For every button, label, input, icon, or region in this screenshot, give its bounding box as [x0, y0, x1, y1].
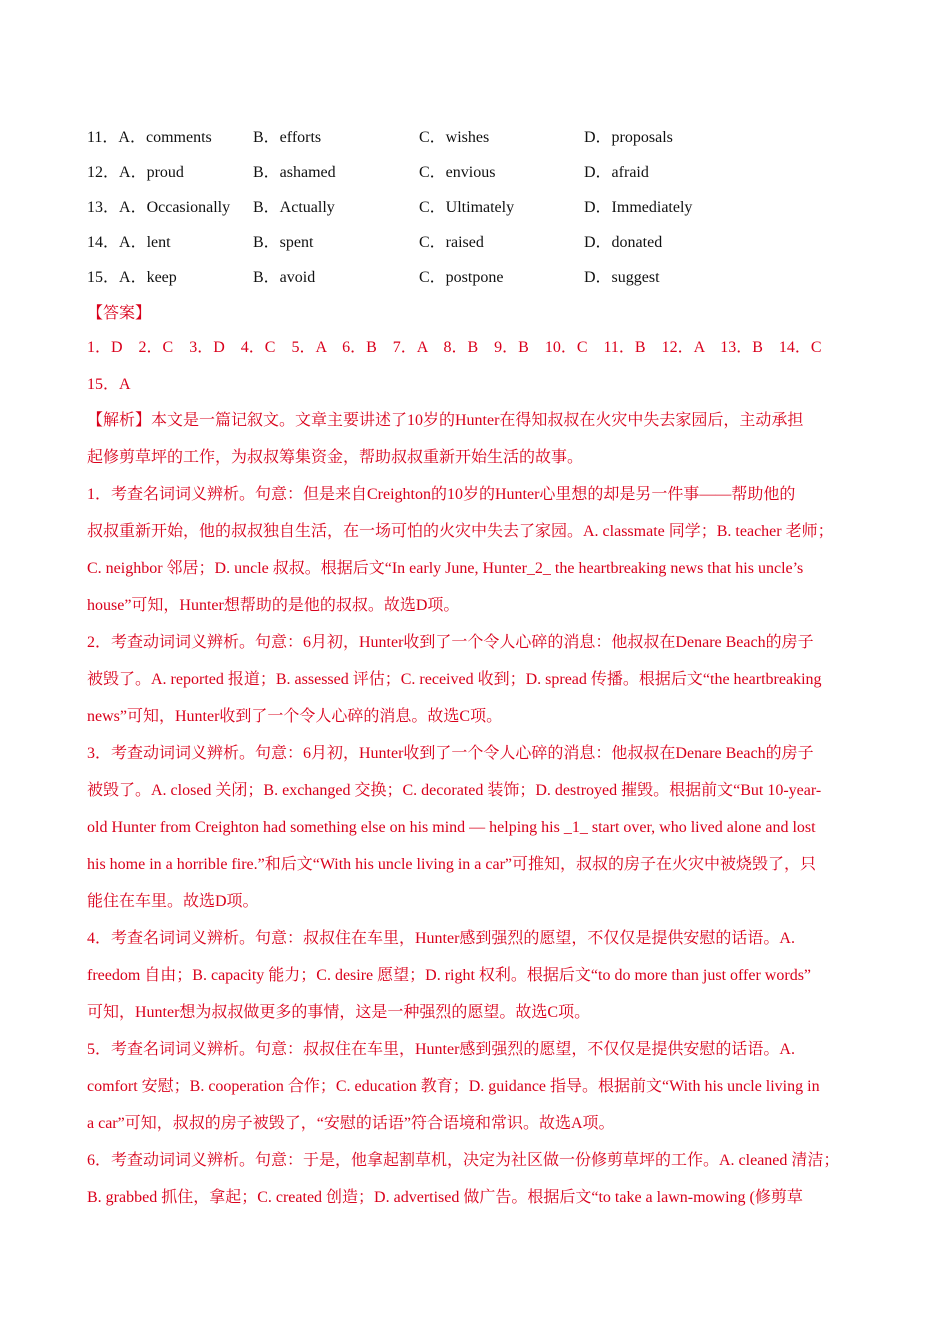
analysis-section	[87, 402, 867, 1216]
question-number: 13．	[87, 199, 120, 216]
option-row	[87, 155, 887, 190]
option-d: D．afraid	[584, 164, 649, 181]
analysis-line: 可知，Hunter想为叔叔做更多的事情，这是一种强烈的愿望。故选C项。	[87, 1004, 591, 1021]
option-d: D．donated	[584, 234, 663, 251]
option-b: B．efforts	[253, 129, 322, 146]
analysis-line: house”可知，Hunter想帮助的是他的叔叔。故选D项。	[87, 597, 460, 614]
answer-heading: 【答案】	[87, 305, 152, 322]
option-c: C．raised	[419, 234, 484, 251]
analysis-line: 5．考查名词词义辨析。句意：叔叔住在车里，Hunter感到强烈的愿望，不仅仅是提供安慰的话语。A.	[87, 1041, 795, 1058]
option-b: B．ashamed	[253, 164, 336, 181]
analysis-line: freedom 自由；B. capacity 能力；C. desire 愿望；D. right 权利。根据后文“to do more than just offer words”	[87, 967, 812, 984]
question-number: 15．	[87, 269, 120, 286]
option-a: A．lent	[119, 234, 171, 251]
option-row	[87, 120, 887, 155]
option-a: A．proud	[119, 164, 184, 181]
analysis-line: 【解析】本文是一篇记叙文。文章主要讲述了10岁的Hunter在得知叔叔在火灾中失去家园后，主动承担	[87, 412, 804, 429]
analysis-line: B. grabbed 抓住，拿起；C. created 创造；D. advertised 做广告。根据后文“to take a lawn-mowing (修剪草	[87, 1189, 803, 1206]
option-c: C．Ultimately	[419, 199, 515, 216]
option-row	[87, 225, 887, 260]
option-a: A．Occasionally	[119, 199, 231, 216]
analysis-line: 2．考查动词词义辨析。句意：6月初，Hunter收到了一个令人心碎的消息：他叔叔在Denare Beach的房子	[87, 634, 814, 651]
option-row	[87, 260, 887, 295]
option-d: D．suggest	[584, 269, 660, 286]
analysis-line: 起修剪草坪的工作，为叔叔筹集资金，帮助叔叔重新开始生活的故事。	[87, 449, 584, 466]
option-d: D．proposals	[584, 129, 673, 146]
option-c: C．postpone	[419, 269, 504, 286]
analysis-line: his home in a horrible fire.”和后文“With his uncle living in a car”可推知，叔叔的房子在火灾中被烧毁了，只	[87, 856, 817, 873]
analysis-line: a car”可知，叔叔的房子被毁了，“安慰的话语”符合语境和常识。故选A项。	[87, 1115, 615, 1132]
option-a: A．comments	[118, 129, 212, 146]
analysis-line: comfort 安慰；B. cooperation 合作；C. education 教育；D. guidance 指导。根据前文“With his uncle living in	[87, 1078, 820, 1095]
option-b: B．Actually	[253, 199, 335, 216]
analysis-line: news”可知，Hunter收到了一个令人心碎的消息。故选C项。	[87, 708, 503, 725]
analysis-line: 1．考查名词词义辨析。句意：但是来自Creighton的10岁的Hunter心里想的却是另一件事——帮助他的	[87, 486, 796, 503]
option-row	[87, 190, 887, 225]
options-table	[87, 120, 887, 295]
analysis-line: 能住在车里。故选D项。	[87, 893, 259, 910]
option-d: D．Immediately	[584, 199, 693, 216]
option-b: B．spent	[253, 234, 314, 251]
analysis-line: 3．考查动词词义辨析。句意：6月初，Hunter收到了一个令人心碎的消息：他叔叔在Denare Beach的房子	[87, 745, 814, 762]
answer-key-line: 15．A	[87, 376, 131, 393]
option-a: A．keep	[119, 269, 177, 286]
analysis-line: C. neighbor 邻居；D. uncle 叔叔。根据后文“In early June, Hunter_2_ the heartbreaking news that his uncle’s	[87, 560, 804, 577]
analysis-line: 被毁了。A. closed 关闭；B. exchanged 交换；C. decorated 装饰；D. destroyed 摧毁。根据前文“But 10-year-	[87, 782, 822, 799]
option-c: C．wishes	[419, 129, 490, 146]
analysis-line: old Hunter from Creighton had something else on his mind — helping his _1_ start over, who lived alone and lost	[87, 819, 816, 836]
option-c: C．envious	[419, 164, 496, 181]
analysis-line: 4．考查名词词义辨析。句意：叔叔住在车里，Hunter感到强烈的愿望，不仅仅是提供安慰的话语。A.	[87, 930, 795, 947]
analysis-line: 叔叔重新开始，他的叔叔独自生活，在一场可怕的火灾中失去了家园。A. classmate 同学；B. teacher 老师；	[87, 523, 834, 540]
question-number: 11．	[87, 129, 119, 146]
question-number: 12．	[87, 164, 120, 181]
analysis-line: 被毁了。A. reported 报道；B. assessed 评估；C. received 收到；D. spread 传播。根据后文“the heartbreaking	[87, 671, 822, 688]
answer-key-line: 1．D 2．C 3．D 4．C 5．A 6．B 7．A 8．B 9．B 10．C 11．B 12．A 13．B 14．C	[87, 339, 822, 356]
option-b: B．avoid	[253, 269, 316, 286]
analysis-line: 6．考查动词词义辨析。句意：于是，他拿起割草机，决定为社区做一份修剪草坪的工作。A. cleaned 清洁；	[87, 1152, 840, 1169]
question-number: 14．	[87, 234, 120, 251]
answer-key	[87, 329, 867, 403]
